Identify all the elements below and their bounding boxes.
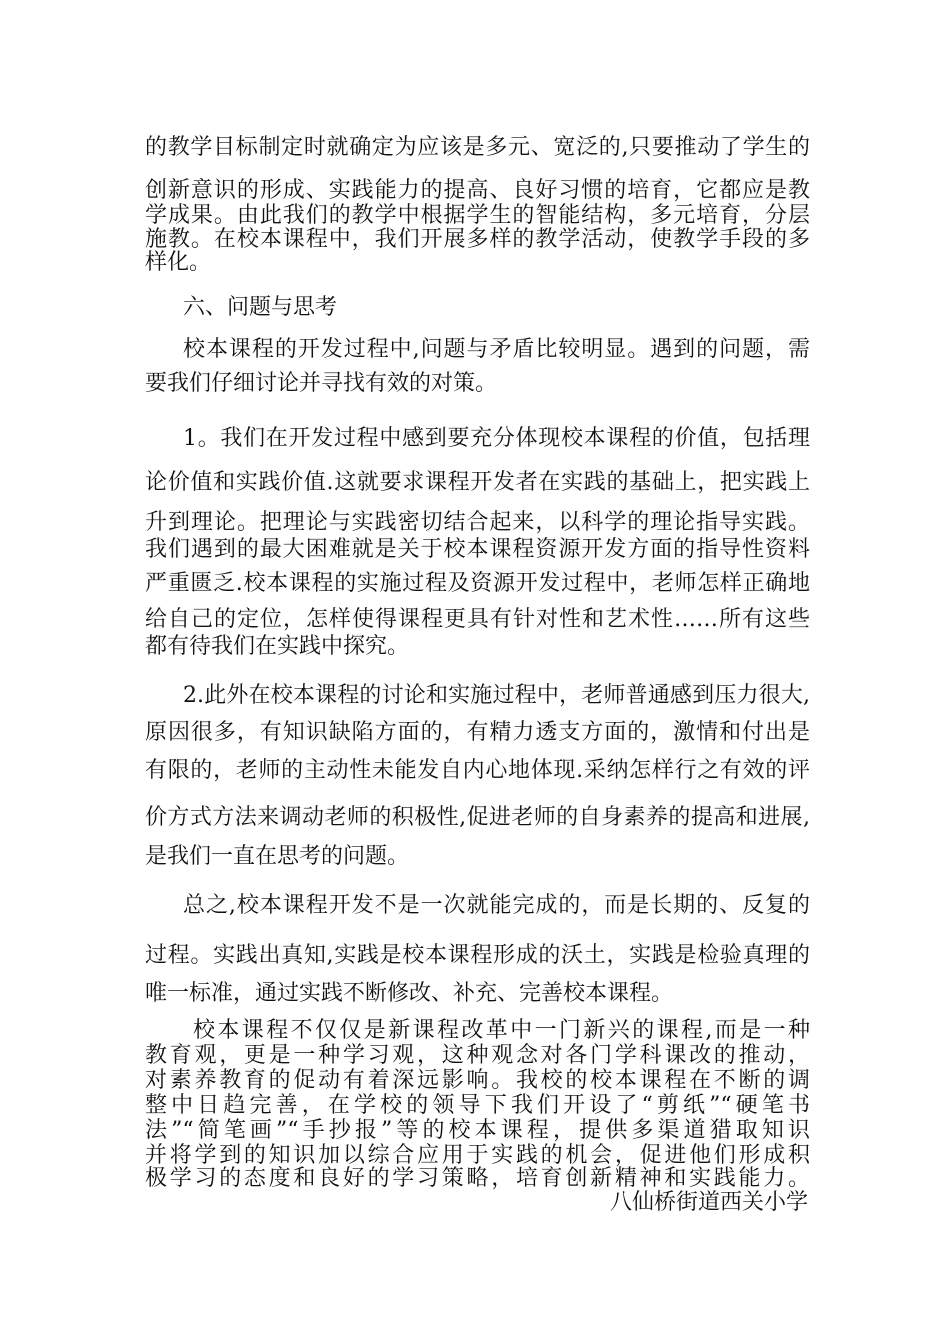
text-line: 施教。在校本课程中，我们开展多样的教学活动，使教学手段的多	[145, 227, 810, 252]
text-line: 有限的，老师的主动性未能发自内心地体现.采纳怎样行之有效的评	[145, 758, 810, 783]
text-line: 升到理论。把理论与实践密切结合起来，以科学的理论指导实践。	[145, 510, 810, 535]
section-heading: 六、问题与思考	[183, 295, 338, 320]
text-line: 我们遇到的最大困难就是关于校本课程资源开发方面的指导性资料	[145, 537, 810, 562]
text-line: 1。我们在开发过程中感到要充分体现校本课程的价值，包括理	[183, 426, 810, 451]
text-line: 样化。	[145, 250, 212, 275]
text-line: 法”“简笔画”“手抄报”等的校本课程，提供多渠道猎取知识	[145, 1118, 810, 1143]
text-line: 学成果。由此我们的教学中根据学生的智能结构，多元培育，分层	[145, 203, 810, 228]
text-line: 创新意识的形成、实践能力的提高、良好习惯的培育，它都应是教	[145, 178, 810, 203]
text-line: 是我们一直在思考的问题。	[145, 844, 410, 869]
text-line: 给自己的定位，怎样使得课程更具有针对性和艺术性……所有这些	[145, 607, 810, 632]
text-line: 教育观，更是一种学习观，这种观念对各门学科课改的推动，	[145, 1043, 810, 1068]
text-line: 论价值和实践价值.这就要求课程开发者在实践的基础上，把实践上	[145, 470, 810, 495]
text-line: 的教学目标制定时就确定为应该是多元、宽泛的,只要推动了学生的	[145, 135, 810, 160]
text-line: 要我们仔细讨论并寻找有效的对策。	[145, 371, 498, 396]
text-line: 总之,校本课程开发不是一次就能完成的，而是长期的、反复的	[183, 893, 810, 918]
text-line: 校本课程不仅仅是新课程改革中一门新兴的课程,而是一种	[193, 1018, 810, 1043]
text-line: 唯一标准，通过实践不断修改、补充、完善校本课程。	[145, 981, 674, 1006]
text-line: 并将学到的知识加以综合应用于实践的机会，促进他们形成积	[145, 1143, 810, 1168]
text-line: 2.此外在校本课程的讨论和实施过程中，老师普通感到压力很大,	[183, 683, 810, 708]
text-line: 严重匮乏.校本课程的实施过程及资源开发过程中，老师怎样正确地	[145, 571, 810, 596]
signature-school-name: 八仙桥街道西关小学	[609, 1190, 808, 1215]
text-line: 原因很多，有知识缺陷方面的，有精力透支方面的，激情和付出是	[145, 720, 810, 745]
text-line: 过程。实践出真知,实践是校本课程形成的沃土，实践是检验真理的	[145, 943, 810, 968]
text-line: 都有待我们在实践中探究。	[145, 634, 410, 659]
text-line: 价方式方法来调动老师的积极性,促进老师的自身素养的提高和进展,	[145, 805, 810, 830]
text-line: 极学习的态度和良好的学习策略，培育创新精神和实践能力。	[145, 1166, 810, 1191]
text-line: 整中日趋完善，在学校的领导下我们开设了“剪纸”“硬笔书	[145, 1093, 810, 1118]
text-line: 校本课程的开发过程中,问题与矛盾比较明显。遇到的问题，需	[183, 337, 810, 362]
text-line: 对素养教育的促动有着深远影响。我校的校本课程在不断的调	[145, 1068, 810, 1093]
